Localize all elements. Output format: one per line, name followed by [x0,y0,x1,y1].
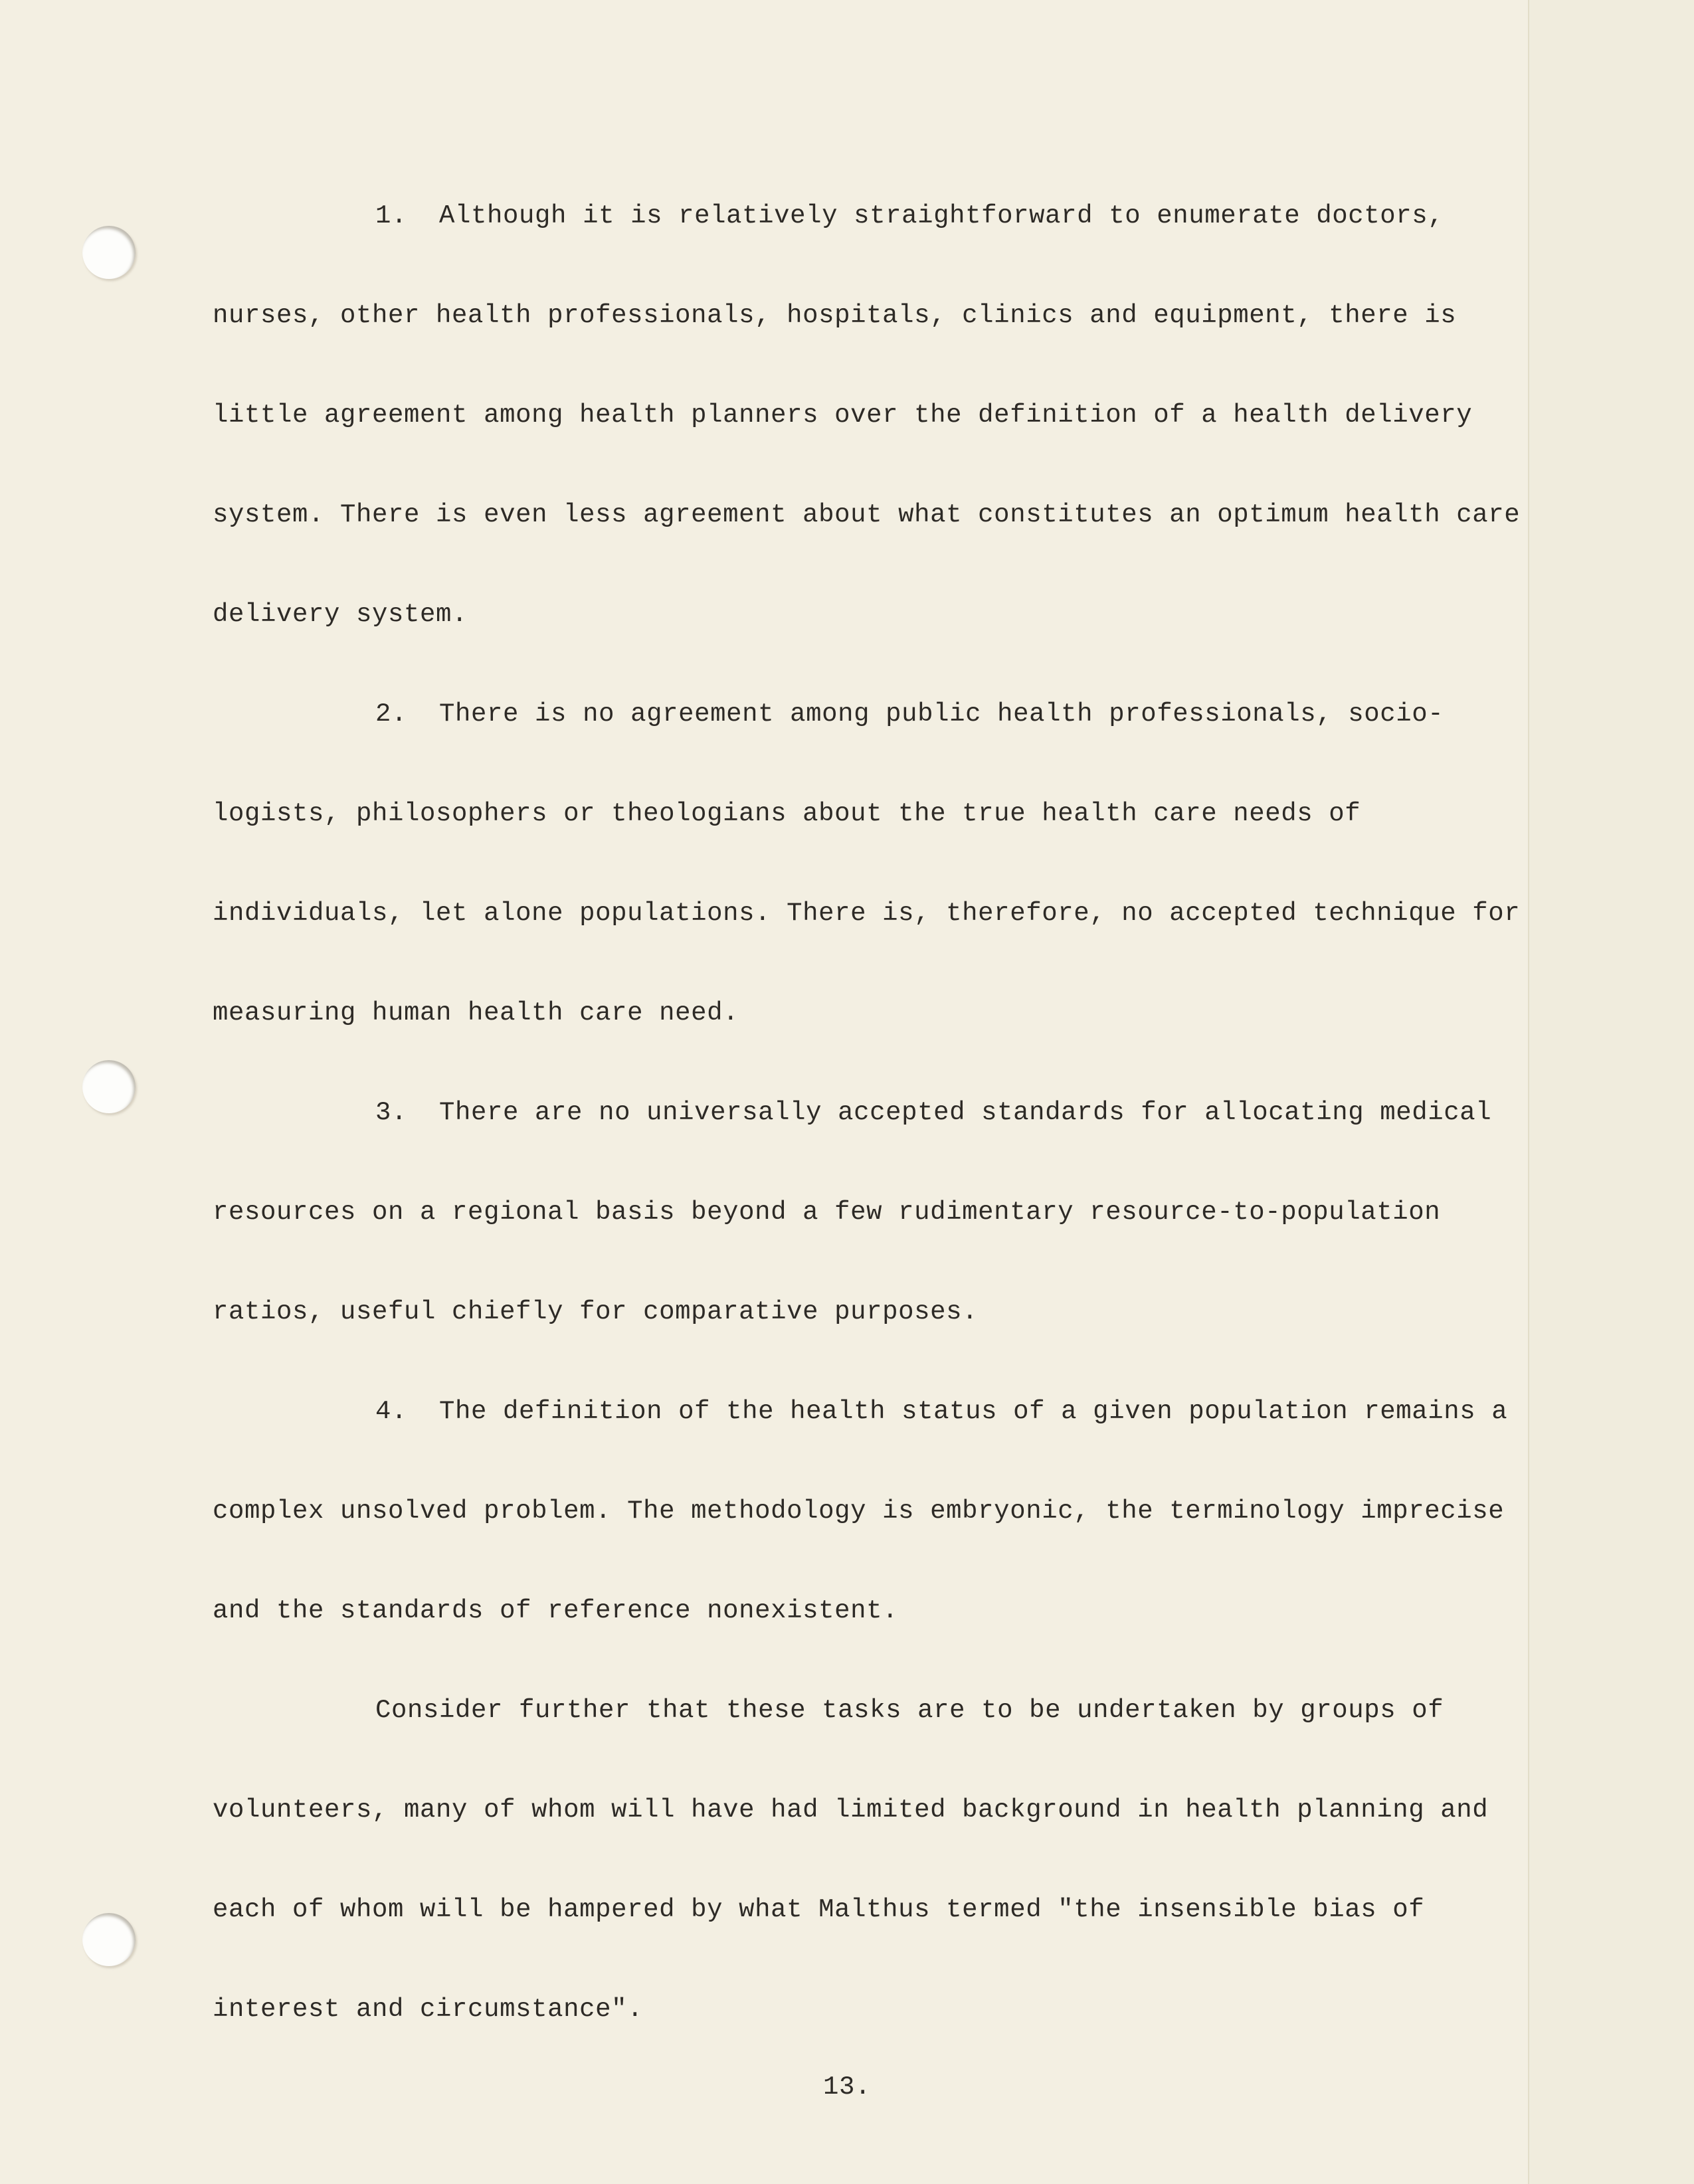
body-text [213,166,1535,2059]
paragraph-5 [213,1661,1535,2059]
paragraph-number: 3. [375,1098,408,1127]
paragraph-3 [213,1063,1535,1362]
paragraph-number: 2. [375,699,408,729]
paragraph-text: The definition of the health status of a given population remains a complex unsolved problem. The methodology is embryonic, the terminology imprecise and the standards of reference nonexistent. [213,1397,1508,1625]
paragraph-2 [213,664,1535,1063]
paragraph-text: There is no agreement among public health professionals, socio-logists, philosophers or theologians about the true health care needs of individuals, let alone populations. There is, therefore, no accepted technique for measuring human health care need. [213,699,1521,1028]
paragraph-number: 4. [375,1397,408,1426]
paragraph-text: There are no universally accepted standards for allocating medical resources on a regional basis beyond a few rudimentary resource-to-population ratios, useful chiefly for comparative purposes. [213,1098,1492,1326]
binder-hole-bottom [82,1913,136,1966]
paragraph-4 [213,1362,1535,1661]
page-number: 13. [822,2072,871,2102]
paragraph-text: Consider further that these tasks are to be undertaken by groups of volunteers, many of whom will have had limited background in health planning and each of whom will be hampered by what Malthus termed "the insensible bias of interest and circumstance". [213,1696,1489,2024]
binder-hole-middle [82,1060,136,1113]
paragraph-text: Although it is relatively straightforward to enumerate doctors, nurses, other health professionals, hospitals, clinics and equipment, there is little agreement among health planners over the definition of a health delivery system. There is even less agreement about what constitutes an optimum health care delivery system. [213,201,1521,629]
page-edge [1528,0,1694,2184]
paragraph-1 [213,166,1535,664]
binder-hole-top [82,226,136,279]
paragraph-number: 1. [375,201,408,230]
